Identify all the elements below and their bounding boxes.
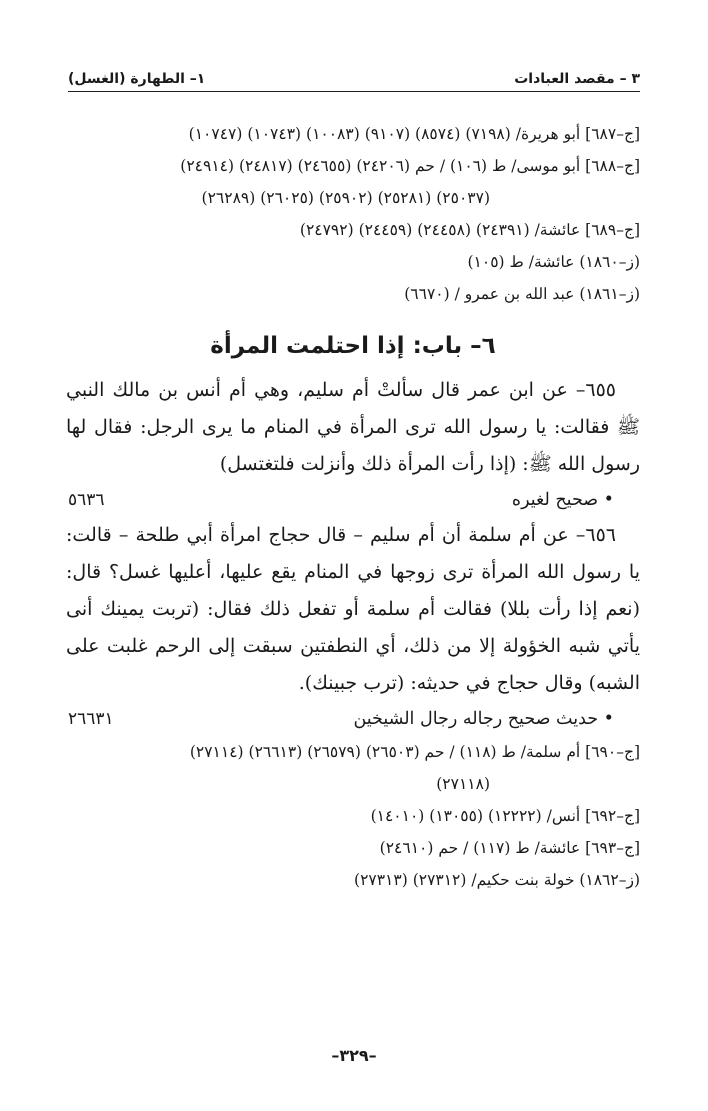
- header-volume-title: ٣ – مقصد العبادات: [514, 71, 640, 87]
- reference-line: (ز–١٨٦٠) عائشة/ ط (١٠٥): [467, 253, 640, 271]
- reference-line: (٢٥٠٣٧) (٢٥٢٨١) (٢٥٩٠٢) (٢٦٠٢٥) (٢٦٢٨٩): [201, 189, 490, 207]
- reference-line: [ج–٦٨٧] أبو هريرة/ (٧١٩٨) (٨٥٧٤) (٩١٠٧) (١٠٠٨٣) (١٠٧٤٣) (١٠٧٤٧): [188, 125, 640, 143]
- hadith-656-text: [66, 517, 640, 702]
- page-number: –٣٢٩–: [331, 1046, 377, 1065]
- hadith-655-grade-row: [66, 483, 640, 517]
- reference-line: [ج–٦٨٩] عائشة/ (٢٤٣٩١) (٢٤٤٥٨) (٢٤٤٥٩) (٢٤٧٩٢): [299, 221, 640, 239]
- reference-line: [ج–٦٩٠] أم سلمة/ ط (١١٨) / حم (٢٦٥٠٣) (٢٦٥٧٩) (٢٦٦١٣) (٢٧١١٤): [189, 743, 640, 761]
- hadith-text: ٦٥٥– عن ابن عمر قال سألتْ أم سليم، وهي أم أنس بن مالك النبي ﷺ فقالت: يا رسول الله ترى المرأة في المنام ما يرى الرجل: فقال لها رسول الله ﷺ: (إذا رأت المرأة ذلك وأنزلت فلتغتسل): [66, 379, 640, 475]
- running-header: [68, 62, 640, 92]
- reference-line: (ز–١٨٦٢) خولة بنت حكيم/ (٢٧٣١٢) (٢٧٣١٣): [354, 871, 640, 889]
- reference-line: (٢٧١١٨): [436, 775, 490, 793]
- section-heading: ٦– باب: إذا احتلمت المرأة: [210, 333, 496, 359]
- hadith-grade: • صحيح لغيره: [512, 483, 614, 517]
- references-top: [66, 118, 640, 310]
- reference-line: [ج–٦٨٨] أبو موسى/ ط (١٠٦) / حم (٢٤٢٠٦) (٢٤٦٥٥) (٢٤٨١٧) (٢٤٩١٤): [180, 157, 640, 175]
- reference-line: [ج–٦٩٢] أنس/ (١٢٢٢٢) (١٣٠٥٥) (١٤٠١٠): [370, 807, 640, 825]
- page-content: [66, 118, 640, 896]
- hadith-656-grade-row: [66, 702, 640, 736]
- hadith-grade: • حديث صحيح رجاله رجال الشيخين: [353, 702, 614, 736]
- hadith-number: ٢٦٦٣١: [68, 709, 114, 729]
- reference-line: (ز–١٨٦١) عبد الله بن عمرو / (٦٦٧٠): [404, 285, 640, 303]
- header-chapter-title: ١– الطهارة (الغسل): [68, 71, 206, 87]
- references-bottom: [66, 736, 640, 896]
- hadith-number: ٥٦٣٦: [68, 490, 105, 510]
- reference-line: [ج–٦٩٣] عائشة/ ط (١١٧) / حم (٢٤٦١٠): [379, 839, 640, 857]
- hadith-655-text: [66, 372, 640, 483]
- hadith-text: ٦٥٦– عن أم سلمة أن أم سليم – قال حجاج امرأة أبي طلحة – قالت: يا رسول الله المرأة ترى زوجها في المنام يقع عليها، أعليها غسل؟ قال: (نعم إذا رأت بللا) فقالت أم سلمة أو تفعل ذلك فقال: (تربت يمينك أنى يأتي شبه الخؤولة إلا من ذلك، أي النطفتين سبقت إلى الرحم غلبت على الشبه) وقال حجاج في حديثه: (ترب جبينك).: [66, 524, 640, 694]
